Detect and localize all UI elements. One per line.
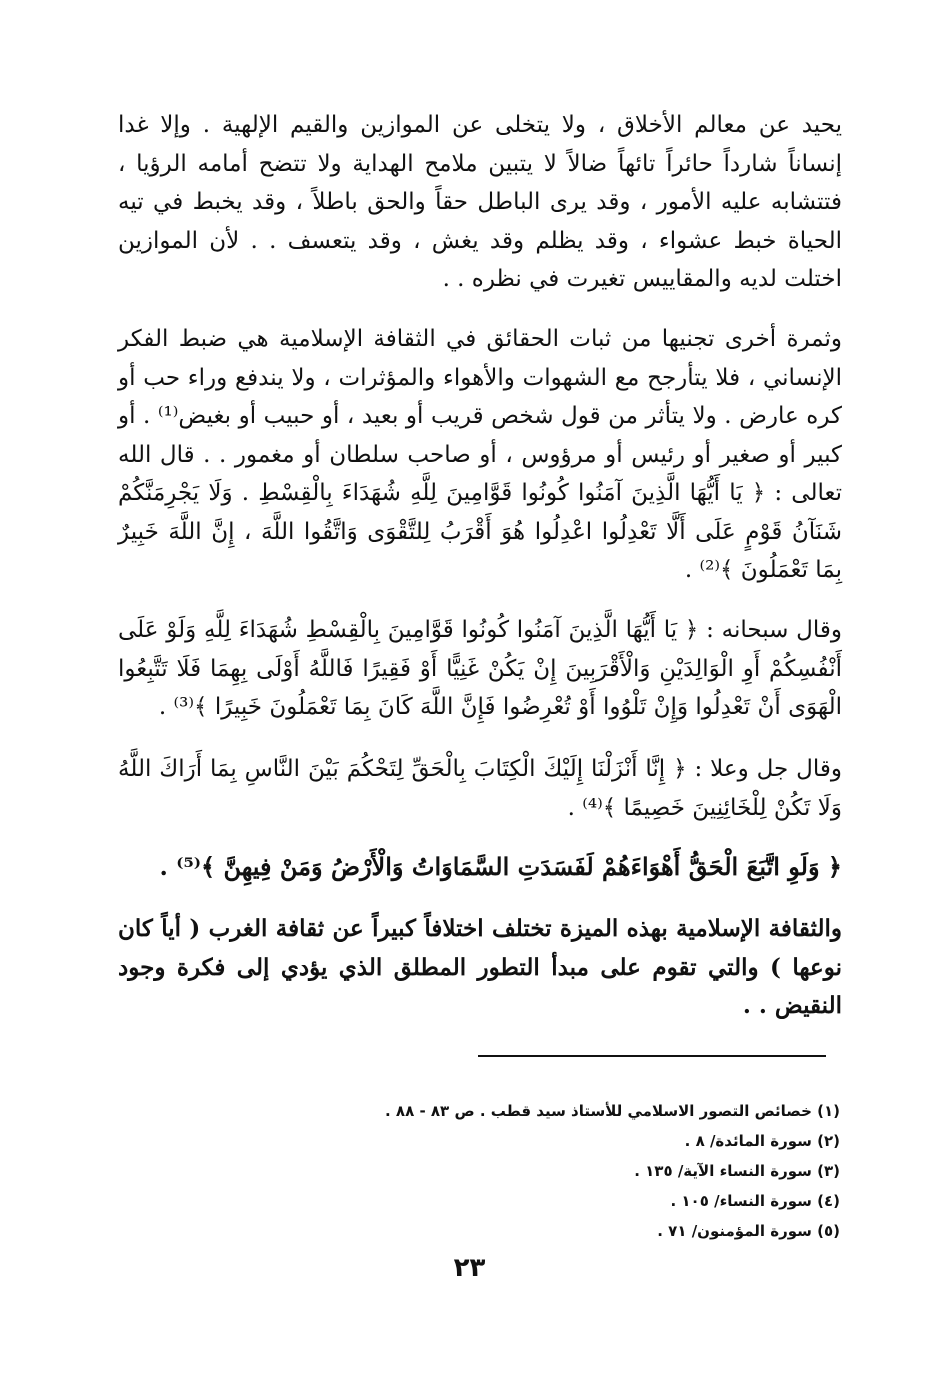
footnote-1: (١) خصائص التصور الاسلامي للأستاذ سيد قطب . ص ٨٣ - ٨٨ . <box>385 1102 840 1120</box>
paragraph-text: يحيد عن معالم الأخلاق ، ولا يتخلى عن الموازين والقيم الإلهية . وإلا غدا إنساناً شارداً حائراً تائهاً ضالاً لا يتبين ملامح الهداية ولا تتضح أمامه الرؤيا ، فتتشابه عليه الأمور ، وقد يرى الباطل حقاً والحق باطلاً ، وقد يخبط في تيه الحياة خبط عشواء ، وقد يظلم وقد يغش ، وقد يتعسف . . لأن الموازين اختلت لديه والمقاييس تغيرت في نظره . . <box>118 112 842 292</box>
paragraph-verse-nisa-105 <box>118 750 842 827</box>
paragraph-text: وثمرة أخرى تجنيها من ثبات الحقائق في الثقافة الإسلامية هي ضبط الفكر الإنساني ، فلا يتأرجح مع الشهوات والأهواء والمؤثرات ، ولا يندفع وراء حب أو كره عارض . ولا يتأثر من قول شخص قريب أو بعيد ، أو حبيب أو بغيض⁽¹⁾ . أو كبير أو صغير أو رئيس أو مرؤوس ، أو صاحب سلطان أو مغمور . . قال الله تعالى : ﴿ يَا أَيُّهَا الَّذِينَ آمَنُوا كُونُوا قَوَّامِينَ لِلَّهِ شُهَدَاءَ بِالْقِسْطِ . وَلَا يَجْرِمَنَّكُمْ شَنَآنُ قَوْمٍ عَلَى أَلَّا تَعْدِلُوا اعْدِلُوا هُوَ أَقْرَبُ لِلتَّقْوَى وَاتَّقُوا اللَّهَ ، إِنَّ اللَّهَ خَبِيرٌ بِمَا تَعْمَلُونَ ﴾⁽²⁾ . <box>118 326 842 583</box>
footnote-2: (٢) سورة المائدة/ ٨ . <box>684 1132 840 1150</box>
paragraph-text: والثقافة الإسلامية بهذه الميزة تختلف اختلافاً كبيراً عن ثقافة الغرب ( أياً كان نوعها ) والتي تقوم على مبدأ التطور المطلق الذي يؤدي إلى فكرة وجود النقيض . . <box>118 915 842 1019</box>
verse-muminun-71 <box>118 848 842 887</box>
paragraph-fruit <box>118 320 842 590</box>
paragraph-verse-nisa-135 <box>118 611 842 727</box>
verse-text: ﴿ وَلَوِ اتَّبَعَ الْحَقُّ أَهْوَاءَهُمْ لَفَسَدَتِ السَّمَاوَاتُ وَالْأَرْضُ وَمَنْ فِيهِنَّ ﴾⁽⁵⁾ . <box>159 852 842 881</box>
footnote-separator <box>478 1055 826 1057</box>
footnote-5: (٥) سورة المؤمنون/ ٧١ . <box>657 1222 840 1240</box>
page-number: ٢٣ <box>453 1253 486 1283</box>
footnote-3: (٣) سورة النساء الآية/ ١٣٥ . <box>634 1162 840 1180</box>
paragraph-western-culture <box>118 910 842 1026</box>
footnotes <box>300 1096 840 1246</box>
paragraph-morals <box>118 106 842 299</box>
paragraph-text: وقال جل وعلا : ﴿ إِنَّا أَنْزَلْنَا إِلَيْكَ الْكِتَابَ بِالْحَقِّ لِتَحْكُمَ بَيْنَ النَّاسِ بِمَا أَرَاكَ اللَّهُ وَلَا تَكُنْ لِلْخَائِنِينَ خَصِيمًا ﴾⁽⁴⁾ . <box>118 756 842 821</box>
footnote-4: (٤) سورة النساء/ ١٠٥ . <box>670 1192 840 1210</box>
paragraph-text: وقال سبحانه : ﴿ يَا أَيُّهَا الَّذِينَ آمَنُوا كُونُوا قَوَّامِينَ بِالْقِسْطِ شُهَدَاءَ لِلَّهِ وَلَوْ عَلَى أَنْفُسِكُمْ أَوِ الْوَالِدَيْنِ وَالْأَقْرَبِينَ إِنْ يَكُنْ غَنِيًّا أَوْ فَقِيرًا فَاللَّهُ أَوْلَى بِهِمَا فَلَا تَتَّبِعُوا الْهَوَى أَنْ تَعْدِلُوا وَإِنْ تَلْوُوا أَوْ تُعْرِضُوا فَإِنَّ اللَّهَ كَانَ بِمَا تَعْمَلُونَ خَبِيرًا ﴾⁽³⁾ . <box>118 617 842 720</box>
